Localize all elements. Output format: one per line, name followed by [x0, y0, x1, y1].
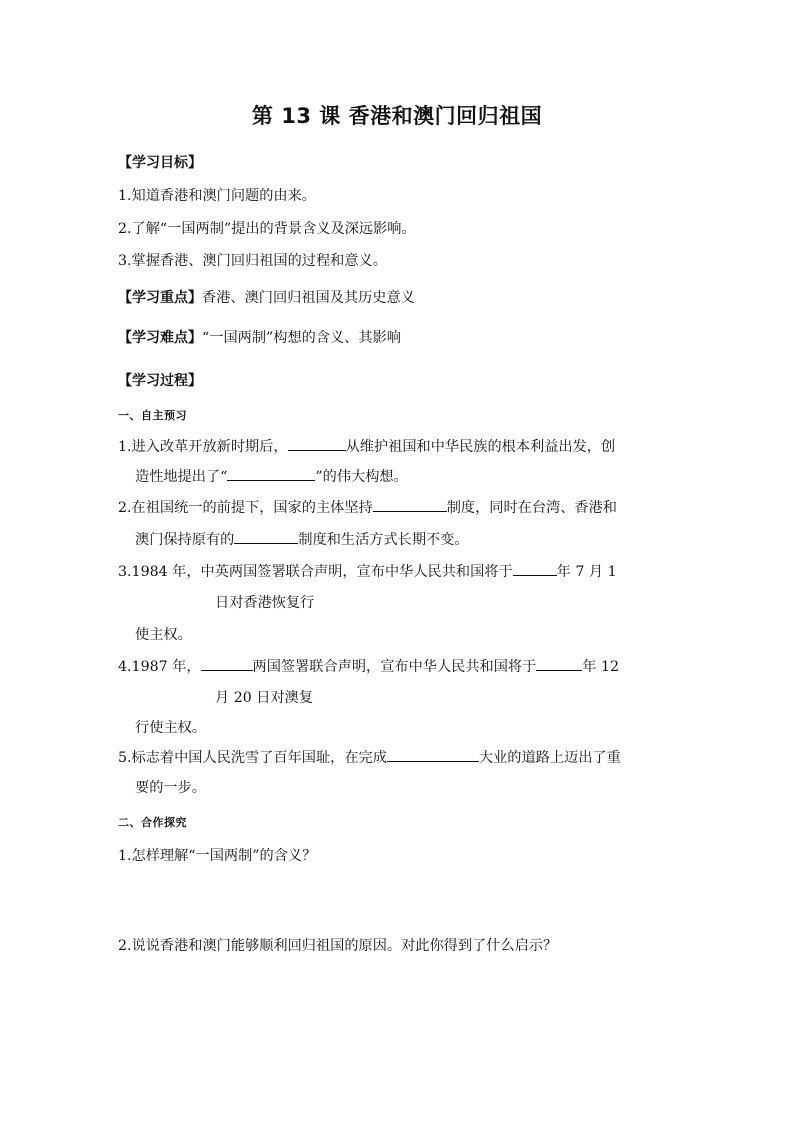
explore-q1: 1.怎样理解“一国两制”的含义？: [118, 848, 317, 864]
goal-item-1: 1.知道香港和澳门问题的由来。: [118, 188, 316, 204]
preview-q2-line2: [135, 529, 469, 549]
difficulty-text: “一国两制”构想的含义、其影响: [202, 330, 401, 346]
preview-q1-text-b: 从维护祖国和中华民族的根本利益出发，创: [345, 439, 616, 455]
preview-q4-text-e: 行使主权。: [135, 720, 206, 736]
goals-heading: 【学习目标】: [118, 155, 202, 171]
answer-blank[interactable]: [201, 656, 253, 671]
answer-blank[interactable]: [234, 529, 298, 544]
preview-q5-text-a: 5.标志着中国人民洗雪了百年国耻，在完成: [118, 750, 387, 766]
preview-q1-line1: [118, 436, 615, 456]
preview-q4-text-d: 月 20 日对澳复: [215, 690, 314, 706]
preview-q3-text-d: 使主权。: [135, 627, 192, 643]
preview-heading: 一、自主预习: [118, 409, 187, 422]
key-point-text: 香港、澳门回归祖国及其历史意义: [202, 290, 415, 306]
preview-q3-line1: [118, 561, 617, 581]
explore-heading: 二、合作探究: [118, 816, 187, 829]
difficulty-label: 【学习难点】: [118, 330, 202, 346]
difficulty-line: [118, 327, 401, 347]
preview-q2-line1: [118, 497, 617, 517]
preview-q3-text-a: 3.1984 年，中英两国签署联合声明，宣布中华人民共和国将于: [118, 564, 513, 580]
answer-blank[interactable]: [227, 466, 315, 481]
answer-blank[interactable]: [387, 747, 479, 762]
preview-q4-text-c: 年 12: [582, 659, 620, 675]
preview-q4-text-a: 4.1987 年，: [118, 659, 201, 675]
preview-q4-line1: [118, 656, 619, 676]
preview-q4-text-b: 两国签署联合声明，宣布中华人民共和国将于: [252, 659, 537, 675]
preview-q3-text-c: 日对香港恢复行: [215, 595, 315, 611]
key-point-label: 【学习重点】: [118, 290, 202, 306]
goal-item-3: 3.掌握香港、澳门回归祖国的过程和意义。: [118, 253, 387, 269]
preview-q1-text-d: ”的伟大构想。: [315, 469, 408, 485]
answer-blank[interactable]: [373, 497, 447, 512]
process-heading: 【学习过程】: [118, 373, 202, 389]
preview-q3-text-b: 年 7 月 1: [556, 564, 617, 580]
preview-q2-text-c: 澳门保持原有的: [135, 532, 235, 548]
key-point-line: [118, 287, 415, 307]
page-title: 第 13 课 香港和澳门回归祖国: [251, 104, 543, 128]
answer-blank[interactable]: [513, 561, 557, 576]
preview-q1-text-a: 1.进入改革开放新时期后，: [118, 439, 288, 455]
preview-q2-text-d: 制度和生活方式长期不变。: [298, 532, 469, 548]
explore-q2: 2.说说香港和澳门能够顺利回归祖国的原因。对此你得到了什么启示？: [118, 938, 558, 954]
preview-q1-line2: [135, 466, 408, 486]
preview-q5-text-c: 要的一步。: [135, 780, 206, 796]
preview-q2-text-a: 2.在祖国统一的前提下，国家的主体坚持: [118, 500, 373, 516]
preview-q1-text-c: 造性地提出了“: [135, 469, 228, 485]
goal-item-2: 2.了解“一国两制”提出的背景含义及深远影响。: [118, 221, 416, 237]
preview-q5-text-b: 大业的道路上迈出了重: [478, 750, 621, 766]
preview-q2-text-b: 制度，同时在台湾、香港和: [446, 500, 617, 516]
preview-q5-line1: [118, 747, 621, 767]
answer-blank[interactable]: [288, 436, 346, 451]
answer-blank[interactable]: [536, 656, 582, 671]
